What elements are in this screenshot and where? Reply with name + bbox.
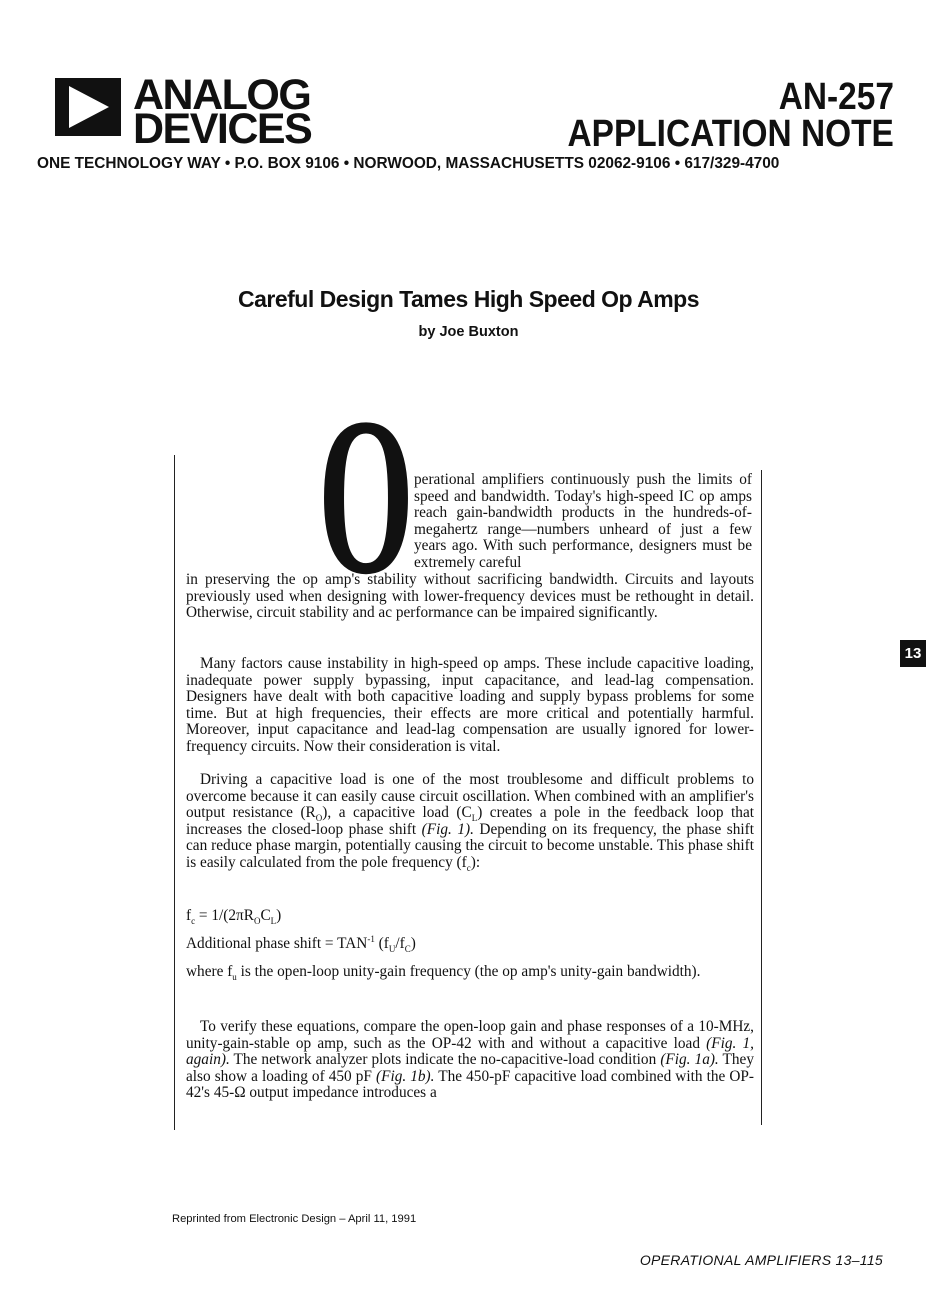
note-type: APPLICATION NOTE <box>567 113 894 155</box>
section-page-number: OPERATIONAL AMPLIFIERS 13–115 <box>639 1252 883 1268</box>
eq1-a: f <box>186 907 192 924</box>
eq2-sub-u: U <box>388 944 396 955</box>
subscript-o: O <box>315 813 323 824</box>
drop-cap <box>316 404 416 580</box>
p4-b: The network analyzer plots indicate the no-capacitive-load condition <box>229 1051 661 1069</box>
right-margin-rule <box>761 470 762 1125</box>
equation-phase-shift <box>186 933 754 955</box>
p4-fig3: (Fig. 1b). <box>376 1067 435 1085</box>
brand-name-line1: ANALOG <box>133 71 311 119</box>
p3-part-c: ) creates a pole in the feedback loop that increases the closed-loop phase shift <box>186 804 754 838</box>
note-number: AN-257 <box>778 76 894 118</box>
paragraph-instability-text: Many factors cause instability in high-speed op amps. These include capacitive loading, inadequate power supply bypassing, input capacitance, and lead-lag compensation. Designers have dealt with both capacitive loading and supply bypass problems for some time. But at high frequencies, their effects are more critical and potentially harmful. Moreover, input capacitance and lead-lag compensation are usually ignored for lower-frequency circuits. Now their consideration is vital. <box>186 655 754 755</box>
analog-devices-logo <box>55 78 121 136</box>
eq2-sup: -1 <box>367 933 375 944</box>
paragraph-verification <box>186 1019 754 1102</box>
where-a: where f <box>186 963 233 980</box>
paragraph-capacitive-load <box>186 772 754 872</box>
p3-part-e: ): <box>470 853 481 871</box>
eq2-b: (f <box>374 935 389 952</box>
article-byline: by Joe Buxton <box>418 324 519 340</box>
logo-triangle-icon <box>55 78 121 136</box>
paragraph-verification-text <box>186 1019 754 1102</box>
eq2-a: Additional phase shift = TAN <box>186 935 368 952</box>
reprint-notice: Reprinted from Electronic Design – April 11, 1991 <box>172 1213 417 1225</box>
subscript-l: L <box>471 813 478 824</box>
paragraph-capacitive-text <box>186 772 754 872</box>
eq2-sub-c: C <box>404 944 411 955</box>
drop-cap-letter: O <box>318 404 414 580</box>
eq2-c: /f <box>395 935 405 952</box>
p3-part-a: Driving a capacitive load is one of the most troublesome and difficult problems to overcome because it can easily cause circuit oscillation. When combined with an amplifier's output resistance (R <box>186 771 754 822</box>
eq1-b: = 1/(2πR <box>195 907 254 924</box>
p4-c: They also show a loading of 450 pF <box>186 1051 754 1085</box>
subscript-c: c <box>466 863 471 874</box>
eq1-sub-c: c <box>191 916 196 927</box>
eq1-d: ) <box>276 907 282 924</box>
paragraph-intro-wrap <box>414 472 752 572</box>
where-sub-u: u <box>232 972 237 983</box>
paragraph-intro-rest <box>186 572 754 622</box>
eq1-sub-l: L <box>270 916 277 927</box>
p4-fig2: (Fig. 1a). <box>660 1051 719 1069</box>
p3-part-b: ), a capacitive load (C <box>322 804 472 822</box>
paragraph-intro-rest-text: in preserving the op amp's stability without sacrificing bandwidth. Circuits and layouts previously used when designing with lower-frequency devices must be rethought in detail. Otherwise, circuit stability and ac performance can be impaired significantly. <box>186 571 754 622</box>
company-address: ONE TECHNOLOGY WAY • P.O. BOX 9106 • NORWOOD, MASSACHUSETTS 02062-9106 • 617/329-4700 <box>37 155 780 172</box>
article-title: Careful Design Tames High Speed Op Amps <box>237 286 700 312</box>
where-b: is the open-loop unity-gain frequency (the op amp's unity-gain bandwidth). <box>236 963 701 980</box>
p3-part-d: Depending on its frequency, the phase shift can reduce phase margin, potentially causing the circuit to become unstable. This phase shift is easily calculated from the pole frequency (f <box>186 820 754 871</box>
equation-pole-frequency <box>186 908 754 925</box>
eq2-d: ) <box>410 935 416 952</box>
eq1-c: C <box>260 907 271 924</box>
p4-fig1: (Fig. 1, again). <box>186 1034 754 1069</box>
paragraph-intro-wrap-text: perational amplifiers continuously push the limits of speed and bandwidth. Today's high-speed IC op amps reach gain-bandwidth products in the hundreds-of-megahertz range—numbers unheard of just a few years ago. With such performance, designers must be extremely careful <box>414 471 752 571</box>
figure-reference: (Fig. 1). <box>421 820 474 838</box>
equation-definition <box>186 964 754 981</box>
eq1-sub-o: O <box>253 916 261 927</box>
section-tab: 13 <box>900 640 926 667</box>
left-margin-rule <box>174 455 175 1130</box>
brand-name-line2: DEVICES <box>133 105 312 153</box>
p4-a: To verify these equations, compare the open-loop gain and phase responses of a 10-MHz, unity-gain-stable op amp, such as the OP-42 with and without a capacitive load <box>186 1018 754 1052</box>
paragraph-instability-factors <box>186 656 754 756</box>
p4-d: The 450-pF capacitive load combined with the OP-42's 45-Ω output impedance introduces a <box>186 1067 755 1102</box>
